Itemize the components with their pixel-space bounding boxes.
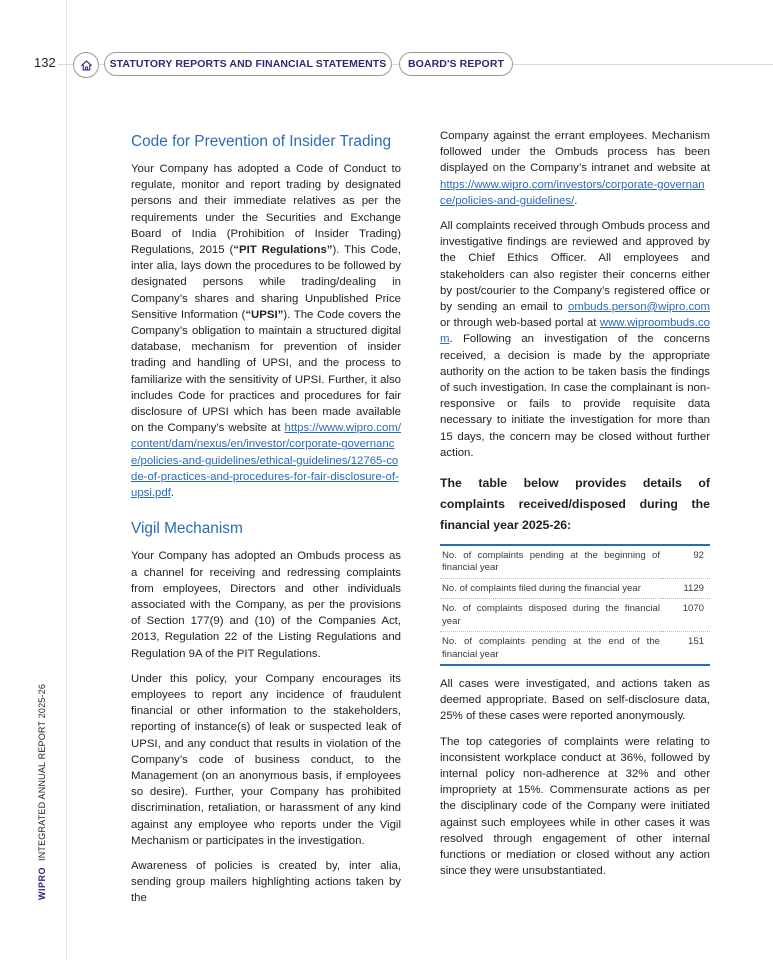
row-value: 92 [662,545,710,578]
table-row [440,578,710,598]
vigil-paragraph-1: Your Company has adopted an Ombuds process as a channel for receiving and redressing complaints from employees, Directors and other individuals associated with the Company, as per the provisions of Section 177(9) and (10) of the Companies Act, 2013, Regulation 22 of the Listing Regulations and Regulation 9A of the PIT Regulations. [131,550,401,660]
row-label: No. of complaints pending at the end of the financial year [440,632,662,665]
vigil-paragraph-2: Under this policy, your Company encourages its employees to report any incidence of fraudulent financial or other information to the stakeholders, reporting of instance(s) of leak or suspected leak of UPSI, and any conduct that results in violation of the Company’s code of business conduct, to the Management (on an anonymous basis, if employees so desire). Further, your Company has prohibited discrimination, retaliation, or harassment of any kind against any employee who reports under the Vigil Mechanism or participates in the investigation. [131,672,401,847]
left-column [131,128,401,916]
side-report-label [37,684,47,900]
complaints-table-title: The table below provides details of complaints received/disposed during the financial year 2025-26: [440,476,710,533]
vigil-paragraph-4: All complaints received through Ombuds process and investigative findings are reviewed and approved by the Chief Ethics Officer. All employees and stakeholders can also register their concerns either by post/courier to the Company’s registered office or by sending an email to ombuds.person@wipro.com or through web-based portal at www.wiproombuds.com. Following an investigation of the concerns received, a decision is made by the appropriate authority on the action to be taken basis the findings of such investigation. In case the complainant is non-responsive or fails to provide requisite data necessary to initiate the investigation for more than 15 days, the concern may be closed without further action. [440,220,710,459]
margin-rule [66,0,67,960]
ombuds-email-link[interactable]: ombuds.person@wipro.com [568,301,710,314]
right-column [440,128,710,888]
row-value: 1070 [662,599,710,632]
table-row [440,599,710,632]
row-value: 1129 [662,578,710,598]
row-value: 151 [662,632,710,665]
closing-paragraph-1: All cases were investigated, and actions taken as deemed appropriate. Based on self-disclosure data, 25% of these cases were reported anonymously. [440,677,710,723]
report-title: INTEGRATED ANNUAL REPORT 2025-26 [37,683,47,861]
page-number: 132 [34,55,56,70]
table-row [440,545,710,578]
upsi-disclosure-link[interactable]: https://www.wipro.com/content/dam/nexus/en/investor/corporate-governance/policies-and-guidelines/ethical-guidelines/12765-code-of-practices-and-procedures-for-fair-disclosure-of-upsi.pdf [131,422,401,500]
vigil-paragraph-3: Awareness of policies is created by, inter alia, sending group mailers highlighting actions taken by the [131,859,401,905]
insider-trading-paragraph: Your Company has adopted a Code of Conduct to regulate, monitor and report trading by designated persons and their immediate relatives as per the requirements under the Securities and Exchange Board of India (Prohibition of Insider Trading) Regulations, 2015 (“PIT Regulations”). This Code, inter alia, lays down the procedures to be followed by designated persons while trading/dealing in Company’s shares and sharing Unpublished Price Sensitive Information (“UPSI”). The Code covers the Company’s obligation to maintain a structured digital database, mechanism for prevention of insider trading and handling of UPSI, and the process to familiarize with the sensitivity of UPSI. Further, it also includes Code for practices and procedures for fair disclosure of UPSI which has been made available on the Company’s website at https://www.wipro.com/content/dam/nexus/en/investor/corporate-governance/policies-and-guidelines/ethical-guidelines/12765-code-of-practices-and-procedures-for-fair-disclosure-of-upsi.pdf. [131,163,402,500]
complaints-table [440,544,710,666]
closing-paragraph-2: The top categories of complaints were relating to inconsistent workplace conduct at 36%, followed by internal policy non-adherence at 32% and other impropriety at 15%. Commensurate actions as per the disciplinary code of the Company were initiated against such employees while in other cases it was resolved through engagement of other internal functions or mediation or closed without any action since they were unsubstantiated. [440,735,710,878]
row-label: No. of complaints filed during the financial year [440,578,662,598]
insider-trading-heading: Code for Prevention of Insider Trading [131,133,392,150]
table-row [440,632,710,665]
breadcrumb-page-link[interactable]: BOARD'S REPORT [399,52,513,76]
vigil-mechanism-heading: Vigil Mechanism [131,520,243,538]
breadcrumb-section-link[interactable]: STATUTORY REPORTS AND FINANCIAL STATEMENTS [104,52,392,76]
home-icon [80,59,93,72]
home-button[interactable] [73,52,99,78]
ombuds-portal-link[interactable]: www.wiproombuds.com [440,317,710,346]
ombuds-policy-link[interactable]: https://www.wipro.com/investors/corporate-governance/policies-and-guidelines/ [440,178,705,207]
vigil-paragraph-3-continued: Company against the errant employees. Mechanism followed under the Ombuds process has been displayed on the Company’s intranet and website at https://www.wipro.com/investors/corporate-governance/policies-and-guidelines/. [440,130,710,207]
brand-wordmark: WIPRO [37,867,47,900]
row-label: No. of complaints disposed during the financial year [440,599,662,632]
row-label: No. of complaints pending at the beginning of financial year [440,545,662,578]
